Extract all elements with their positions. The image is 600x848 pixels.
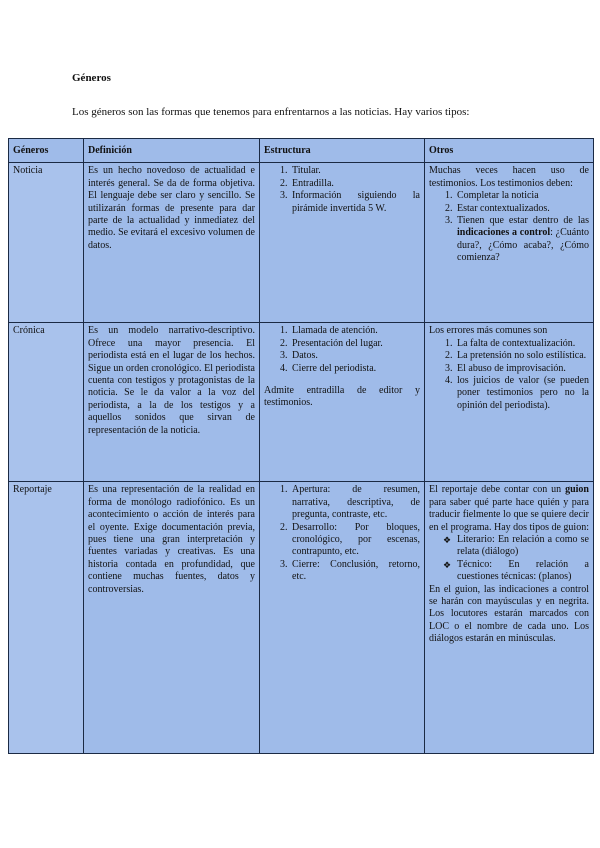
table-row [9, 163, 594, 323]
item-text: para saber qué parte hace quién y para traducir fielmente lo que se quiere decir en el programa. Hay dos tipos de guion: [429, 496, 589, 533]
structure-note: Admite entradilla de editor y testimonios. [264, 385, 420, 409]
table-row [9, 323, 594, 482]
others-cell [425, 482, 594, 754]
list-item: 1. Llamada de atención. [290, 325, 420, 337]
list-item: 3. El abuso de improvisación. [455, 363, 589, 375]
list-item: 2. La pretensión no solo estilística. [455, 350, 589, 362]
others-paragraph [429, 484, 589, 534]
definition-cell: Es un hecho novedoso de actualidad e interés general. Se da de forma objetiva. El lenguaje debe ser claro y sencillo. Se utilizarán formas de presente para dar parte de la actualidad y inmediatez del medio. Se evitará el excesivo volumen de datos. [84, 163, 260, 323]
others-cell [425, 163, 594, 323]
structure-list [264, 484, 420, 583]
genre-cell: Reportaje [9, 482, 84, 754]
page-heading: Géneros [72, 72, 111, 84]
list-item: ❖ Literario: En relación a como se relata (diálogo) [447, 534, 589, 559]
structure-list [264, 325, 420, 375]
table-row [9, 482, 594, 754]
header-definition: Definición [84, 139, 260, 163]
structure-cell [260, 163, 425, 323]
list-item: 4. Cierre del periodista. [290, 363, 420, 375]
list-item: 1. Apertura: de resumen, narrativa, descriptiva, de pregunta, contraste, etc. [290, 484, 420, 521]
list-item: 2. Desarrollo: Por bloques, cronológico, por escenas, contrapunto, etc. [290, 522, 420, 559]
list-item: 1. Titular. [290, 165, 420, 177]
others-list [429, 190, 589, 264]
list-item: 1. Completar la noticia [455, 190, 589, 202]
list-item: 2. Entradilla. [290, 178, 420, 190]
others-intro: Los errores más comunes son [429, 325, 548, 337]
item-text: Tienen que estar dentro de las [457, 215, 589, 227]
definition-cell: Es una representación de la realidad en forma de monólogo radiofónico. Es un acontecimiento o acción de interés para el oyente. Exige documentación previa, pues tiene una gran interpretación y fuentes variadas y creativas. Es una historia contada en profundidad, que contiene muchas fuentes, datos y controversias. [84, 482, 260, 754]
list-item: ❖ Técnico: En relación a cuestiones técnicas: (planos) [447, 559, 589, 584]
item-text: : ¿Cuánto dura?, ¿Cómo acaba?, ¿Cómo comienza? [457, 227, 589, 264]
intro-paragraph: Los géneros son las formas que tenemos para enfrentarnos a las noticias. Hay varios tipos: [72, 106, 470, 118]
list-item: 3. Cierre: Conclusión, retorno, etc. [290, 559, 420, 584]
bold-term: guion [565, 484, 589, 496]
others-cell [425, 323, 594, 482]
list-item: 1. La falta de contextualización. [455, 338, 589, 350]
header-genres: Géneros [9, 139, 84, 163]
table-header-row [9, 139, 594, 163]
list-item: 2. Estar contextualizados. [455, 203, 589, 215]
item-text: El reportaje debe contar con un [429, 484, 566, 496]
header-others: Otros [425, 139, 594, 163]
others-closing: En el guion, las indicaciones a control se harán con mayúsculas y en negrita. Los locutores estarán marcados con LOC o el nombre de cada uno. Los diálogos estarán en minúsculas. [429, 583, 589, 645]
list-item: 3. Información siguiendo la pirámide invertida 5 W. [290, 190, 420, 215]
structure-cell [260, 482, 425, 754]
genres-table [8, 138, 594, 754]
structure-list [264, 165, 420, 215]
bold-term: indicaciones a control [457, 227, 551, 239]
genre-cell: Noticia [9, 163, 84, 323]
genre-cell: Crónica [9, 323, 84, 482]
structure-cell [260, 323, 425, 482]
header-structure: Estructura [260, 139, 425, 163]
guion-types-list [429, 534, 589, 584]
list-item: 2. Presentación del lugar. [290, 338, 420, 350]
list-item [455, 215, 589, 265]
list-item: 3. Datos. [290, 350, 420, 362]
definition-cell: Es un modelo narrativo-descriptivo. Ofrece una mayor presencia. El periodista está en el lugar de los hechos. Sigue un orden cronológico. El periodista cuenta con testigos y protagonistas de la noticia. Se le da valor a la voz del periodista, a la de los testigos y a aquellos sonidos que sirvan de representación de la noticia. [84, 323, 260, 482]
others-intro: Muchas veces hacen uso de testimonios. Los testimonios deben: [429, 165, 589, 189]
list-item: 4. los juicios de valor (se pueden poner testimonios pero no la opinión del periodista). [455, 375, 589, 412]
others-list [429, 338, 589, 412]
